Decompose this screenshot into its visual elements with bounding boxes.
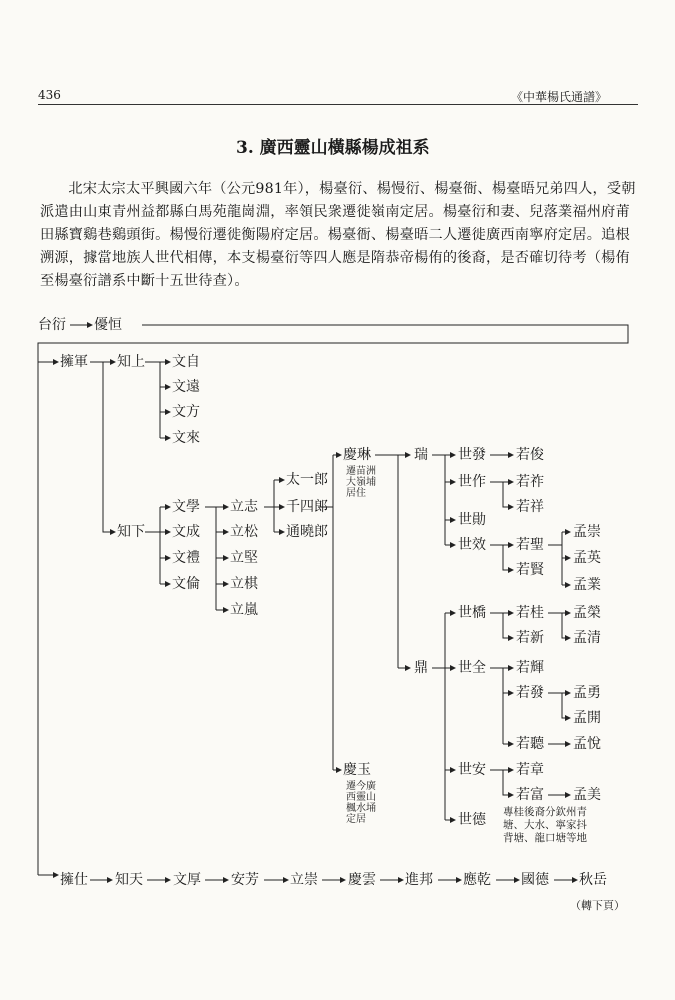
node-a1: 擁軍 xyxy=(60,354,88,370)
book-title: 《中華楊氏通譜》 xyxy=(511,90,608,104)
bottom-node: 文厚 xyxy=(173,872,201,888)
node-zhishang: 知上 xyxy=(117,354,145,370)
node-qiansilang: 千四郎 xyxy=(286,499,328,515)
node-mengying: 孟英 xyxy=(573,550,601,566)
node-mengyong: 孟勇 xyxy=(573,685,601,701)
bottom-node: 知天 xyxy=(115,872,143,888)
node-rui: 瑞 xyxy=(414,447,428,463)
node-ruofu: 若富 xyxy=(516,787,544,803)
node-shide: 世德 xyxy=(458,812,486,828)
node-mengyue: 孟悅 xyxy=(573,736,601,752)
section-title: 3. 廣西靈山橫縣楊成祖系 xyxy=(236,138,430,158)
node-wenlun: 文倫 xyxy=(172,576,200,592)
node-wencheng: 文成 xyxy=(172,524,200,540)
node-ruozhang: 若章 xyxy=(516,762,544,778)
node-qinglin: 慶琳 xyxy=(343,447,371,463)
node-lizhi: 立志 xyxy=(230,499,258,515)
node-mengye: 孟業 xyxy=(573,577,601,593)
node-wenli: 文禮 xyxy=(172,550,200,566)
bottom-node: 應乾 xyxy=(463,872,491,888)
bottom-node: 國德 xyxy=(521,872,549,888)
node-ruofa: 若發 xyxy=(516,685,544,701)
bottom-node: 安芳 xyxy=(231,872,259,888)
node-root: 台衍 xyxy=(38,317,66,333)
node-shiquan: 世全 xyxy=(458,660,486,676)
node-wenzi: 文自 xyxy=(172,354,200,370)
node-zhixia: 知下 xyxy=(117,524,145,540)
node-mengmei: 孟美 xyxy=(573,787,601,803)
node-ruojun: 若俊 xyxy=(516,447,544,463)
bottom-node: 秋岳 xyxy=(579,872,607,888)
node-ruohui: 若輝 xyxy=(516,660,544,676)
node-wenfang: 文方 xyxy=(172,404,200,420)
node-ruoxin: 若新 xyxy=(516,630,544,646)
node-ruoxiang: 若祥 xyxy=(516,499,544,515)
note-qingyu: 遷今廣西靈山楓水埇定居 xyxy=(346,781,376,825)
node-shizuo: 世作 xyxy=(458,474,486,490)
node-mengchong: 孟崇 xyxy=(573,524,601,540)
node-mengkai: 孟開 xyxy=(573,710,601,726)
node-shixu: 世勛 xyxy=(458,512,486,528)
note-shide-1: 專桂後裔分欽州青 xyxy=(503,806,587,818)
note-qinglin: 遷苗洲大嶺埔居住 xyxy=(346,466,376,499)
page-number: 436 xyxy=(38,88,61,102)
node-mengqing: 孟清 xyxy=(573,630,601,646)
bottom-node: 擁仕 xyxy=(60,872,88,888)
bottom-node: 進邦 xyxy=(405,872,433,888)
node-wenxue: 文學 xyxy=(172,499,200,515)
node-ruoting: 若聽 xyxy=(516,736,544,752)
node-ruozuo: 若祚 xyxy=(516,474,544,490)
node-tongxiaolang: 通曉郎 xyxy=(286,524,328,540)
node-wenyuan: 文遠 xyxy=(172,379,200,395)
node-ruogui: 若桂 xyxy=(516,605,544,621)
note-shide-2: 塘、大水、寧家抖 xyxy=(503,819,587,831)
node-ruoxian: 若賢 xyxy=(516,562,544,578)
node-taiyilang: 太一郎 xyxy=(286,472,328,488)
node-qingyu: 慶玉 xyxy=(343,762,371,778)
bottom-node: 立崇 xyxy=(290,872,318,888)
node-liqi: 立棋 xyxy=(230,576,258,592)
note-shide-3: 背塘、龍口塘等地 xyxy=(503,832,587,844)
intro-paragraph: 北宋太宗太平興國六年（公元981年），楊臺衍、楊慢衍、楊臺衙、楊臺晤兄弟四人，受朝派遣由山東青州益都縣白馬苑龍崗淵，率領民衆遷徙嶺南定居。楊臺衍和妻、兒落業福州府莆田縣寶鷄巷鷄頭街。楊慢衍遷徙衡陽府定居。楊臺衙、楊臺晤二人遷徙廣西南寧府定居。追根溯源，據當地族人世代相傳，本支楊臺衍等四人應是隋恭帝楊侑的後裔，是否確切待考（楊侑至楊臺衍譜系中斷十五世待查）。 xyxy=(40,181,636,289)
node-lisong: 立松 xyxy=(230,524,258,540)
continue-note: （轉下頁） xyxy=(570,899,625,912)
node-mengrong: 孟榮 xyxy=(573,605,601,621)
node-shixiao: 世效 xyxy=(458,537,486,553)
node-gen2: 優恒 xyxy=(94,317,122,333)
node-shiqiao: 世橋 xyxy=(458,605,486,621)
node-wenlai: 文來 xyxy=(172,430,200,446)
node-ruosheng: 若聖 xyxy=(516,537,544,553)
node-lijian: 立堅 xyxy=(230,550,258,566)
node-ding: 鼎 xyxy=(414,660,428,676)
node-lilan: 立嵐 xyxy=(230,602,258,618)
bottom-node: 慶雲 xyxy=(348,872,376,888)
node-shian: 世安 xyxy=(458,762,486,778)
node-shifa: 世發 xyxy=(458,447,486,463)
